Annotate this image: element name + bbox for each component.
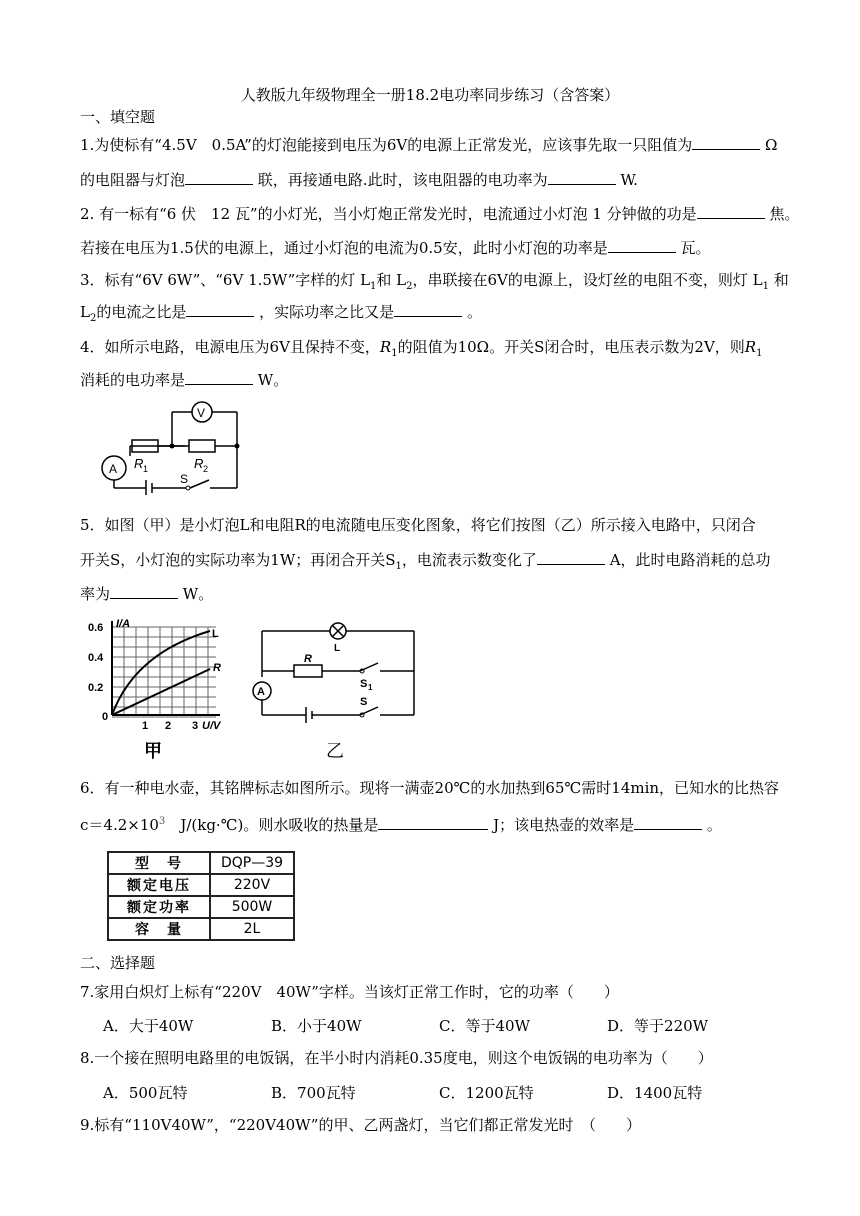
answer-blank[interactable] — [608, 238, 676, 253]
question-5-line-2: 开关S，小灯泡的实际功率为1W；再闭合开关$S_1$，电流表示数变化了 A，此时电路消耗的总功 — [80, 551, 771, 572]
answer-blank[interactable] — [697, 204, 765, 219]
question-7-options — [103, 1015, 775, 1036]
answer-blank[interactable] — [185, 370, 253, 385]
answer-blank[interactable] — [186, 302, 254, 317]
svg-text:L: L — [212, 628, 219, 640]
svg-text:R: R — [134, 456, 144, 471]
svg-text:R: R — [194, 456, 204, 471]
svg-text:1: 1 — [142, 720, 149, 732]
svg-text:0.4: 0.4 — [88, 652, 104, 664]
question-3-line-2: $L_2$的电流之比是 ，实际功率之比又是 。 — [80, 303, 482, 324]
svg-text:1: 1 — [143, 464, 149, 474]
question-6-line-2: $c=4.2\times 10^3$ J/(kg·℃)。则水吸收的热量是 J；该电热壶的效率是 。 — [80, 816, 722, 834]
question-8-options — [103, 1082, 775, 1103]
table-row: 额定电压 220V — [108, 874, 294, 896]
svg-text:S: S — [360, 696, 368, 708]
circuit-diagram-yi — [248, 617, 428, 762]
answer-blank[interactable] — [548, 170, 616, 185]
answer-blank[interactable] — [110, 584, 178, 599]
iv-graph-jia — [86, 617, 236, 762]
svg-text:A: A — [109, 462, 118, 476]
svg-text:I/A: I/A — [116, 618, 131, 630]
answer-blank[interactable] — [394, 302, 462, 317]
svg-text:乙: 乙 — [326, 741, 344, 761]
svg-text:甲: 甲 — [144, 741, 162, 761]
line-resistor — [112, 669, 210, 715]
answer-blank[interactable] — [378, 815, 488, 830]
svg-text:0.6: 0.6 — [88, 622, 104, 634]
option-a[interactable]: A．大于40W — [103, 1017, 194, 1035]
svg-text:A: A — [257, 686, 265, 698]
question-7: 7.家用白炽灯上标有“220V 40W”字样。当该灯正常工作时，它的功率（ ） — [80, 983, 619, 1001]
svg-text:1: 1 — [368, 683, 373, 692]
question-4-line-2: 消耗的电功率是 W。 — [80, 371, 289, 389]
answer-blank[interactable] — [634, 815, 702, 830]
switch-icon — [190, 480, 209, 488]
option-a[interactable]: A．500瓦特 — [103, 1084, 188, 1102]
switch-s1-icon — [360, 663, 378, 671]
question-8: 8.一个接在照明电路里的电饭锅，在半小时内消耗0.35度电，则这个电饭锅的电功率为（ ） — [80, 1049, 713, 1067]
option-c[interactable]: C．1200瓦特 — [439, 1084, 534, 1102]
nameplate-table — [107, 851, 295, 941]
question-1-line-2: 的电阻器与灯泡 联，再接通电路.此时，该电阻器的电功率为 W. — [80, 171, 638, 189]
option-b[interactable]: B．700瓦特 — [271, 1084, 356, 1102]
option-d[interactable]: D．等于220W — [607, 1017, 709, 1035]
svg-text:3: 3 — [192, 720, 199, 732]
svg-text:U/V: U/V — [202, 720, 221, 732]
table-row: 型 号 DQP—39 — [108, 852, 294, 874]
svg-text:2: 2 — [203, 464, 209, 474]
section-fill-blank: 一、填空题 — [80, 108, 156, 126]
option-c[interactable]: C．等于40W — [439, 1017, 530, 1035]
question-3-line-1: 3．标有“6V 6W”、“6V 1.5W”字样的灯 $L_1$和 $L_2$，串联接在6V的电源上，设灯丝的电阻不变，则灯 $L_1$ 和 — [80, 271, 789, 292]
question-4-line-1: 4．如所示电路，电源电压为6V且保持不变，$R_1$的阻值为10Ω。开关S闭合时，电压表示数为2V，则$R_1$ — [80, 338, 763, 359]
question-1-line-1: 1.为使标有“4.5V 0.5A”的灯泡能接到电压为6V的电源上正常发光，应该事先取一只阻值为 Ω — [80, 136, 778, 154]
curve-lamp — [112, 631, 210, 715]
svg-text:V: V — [197, 406, 206, 420]
answer-blank[interactable] — [692, 135, 760, 150]
svg-text:2: 2 — [165, 720, 172, 732]
resistor-r — [294, 665, 322, 677]
question-2-line-1: 2. 有一标有“6 伏 12 瓦”的小灯光，当小灯炮正常发光时，电流通过小灯泡 1 分钟做的功是 焦。 — [80, 205, 800, 223]
question-9: 9.标有“110V40W”，“220V40W”的甲、乙两盏灯，当它们都正常发光时 （ ） — [80, 1116, 641, 1134]
resistor-r2 — [189, 440, 215, 452]
question-5-line-1: 5．如图（甲）是小灯泡L和电阻R的电流随电压变化图象，将它们按图（乙）所示接入电路中，只闭合 — [80, 516, 756, 534]
svg-text:L: L — [334, 643, 341, 654]
answer-blank[interactable] — [537, 550, 605, 565]
question-6-line-1: 6．有一种电水壶，其铭牌标志如图所示。现将一满壶20℃的水加热到65℃需时14min，已知水的比热容 — [80, 779, 780, 797]
svg-text:0.2: 0.2 — [88, 682, 104, 694]
svg-text:R: R — [304, 653, 312, 665]
svg-text:S: S — [360, 678, 368, 690]
circuit-diagram-q4 — [96, 400, 256, 495]
question-2-line-2: 若接在电压为1.5伏的电源上，通过小灯泡的电流为0.5安，此时小灯泡的功率是 瓦。 — [80, 239, 711, 257]
table-row: 容 量 2L — [108, 918, 294, 940]
svg-text:R: R — [213, 662, 221, 674]
option-b[interactable]: B．小于40W — [271, 1017, 362, 1035]
table-row: 额定功率 500W — [108, 896, 294, 918]
option-d[interactable]: D．1400瓦特 — [607, 1084, 703, 1102]
svg-text:0: 0 — [102, 711, 109, 723]
switch-s-icon — [360, 707, 378, 715]
svg-text:S: S — [180, 472, 189, 486]
page-title: 人教版九年级物理全一册18.2电功率同步练习（含答案） — [240, 86, 620, 104]
section-multiple-choice: 二、选择题 — [80, 954, 156, 972]
answer-blank[interactable] — [185, 170, 253, 185]
question-5-line-3: 率为 W。 — [80, 585, 214, 603]
